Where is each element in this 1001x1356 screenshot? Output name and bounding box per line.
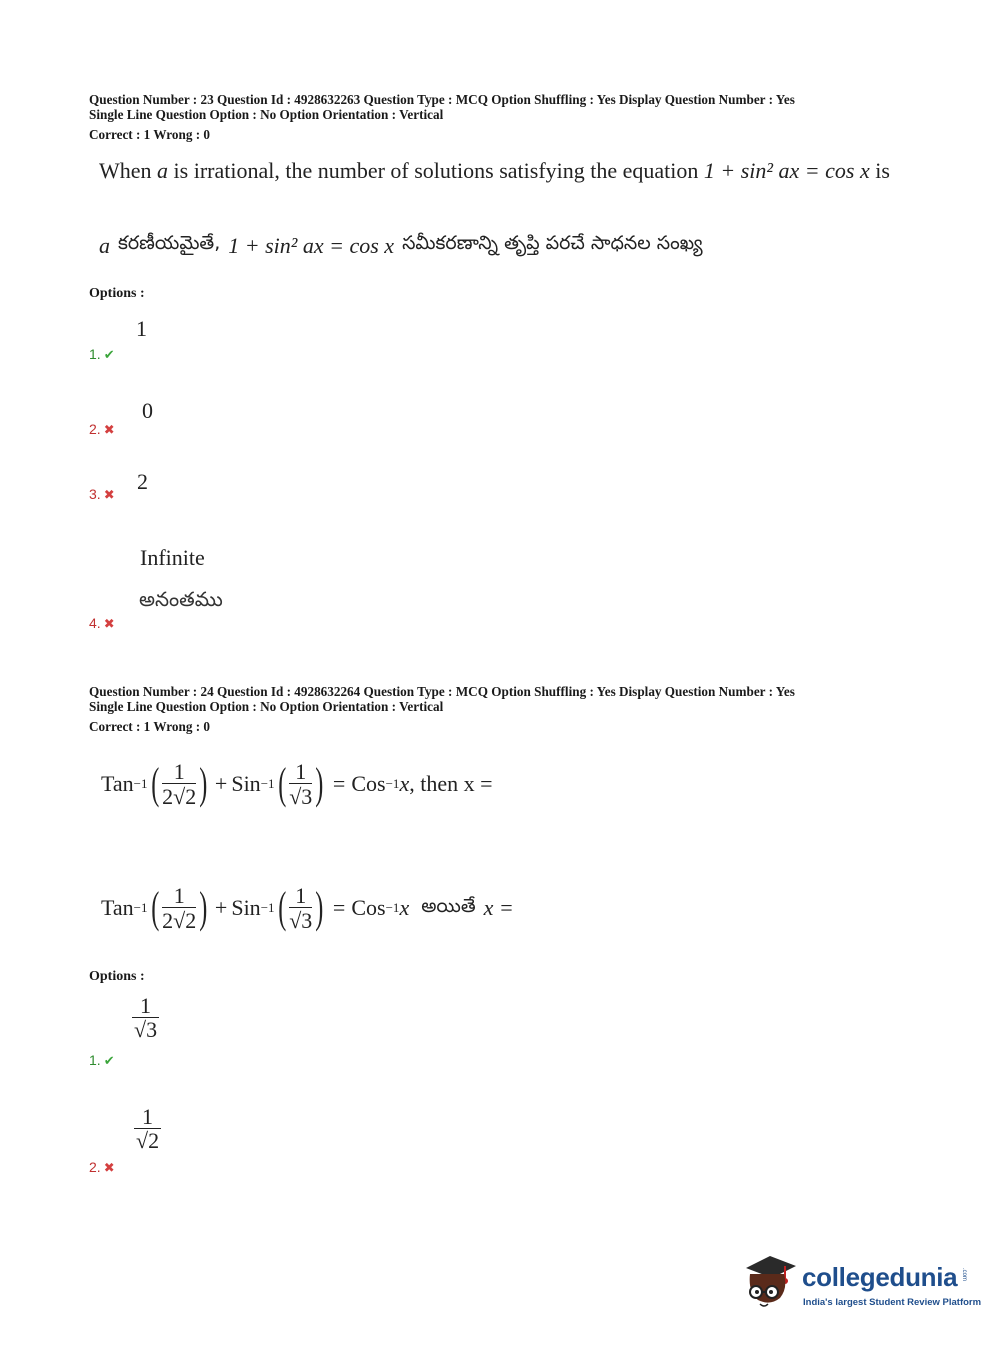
question-text-english: When a is irrational, the number of solutions satisfying the equation 1 + sin² ax = cos x is: [99, 158, 890, 183]
option-marker: 2. ✖: [89, 1159, 115, 1176]
equation: 1 + sin² ax = cos x: [228, 232, 395, 258]
option-marker: 1. ✔: [89, 346, 115, 363]
option-value[interactable]: $\frac{1}{√2}$: [136, 1104, 160, 1154]
option-marker: 4. ✖: [89, 615, 115, 632]
option-marker: 1. ✔: [89, 1052, 115, 1069]
question-equation-english: Tan −1 ( $\frac{1}{2√2}$ ) + Sin −1 ( $\frac{1}{√3}$ ) = Cos −1 x , then x =: [101, 759, 493, 810]
question-score: Correct : 1 Wrong : 0: [89, 719, 210, 734]
question-meta-line1: Question Number : 24 Question Id : 4928632264 Question Type : MCQ Option Shuffling : Yes Display Question Number : Yes: [89, 684, 795, 699]
question-meta-line1: Question Number : 23 Question Id : 4928632263 Question Type : MCQ Option Shuffling : Yes Display Question Number : Yes: [89, 92, 795, 107]
option-value[interactable]: $\frac{1}{√3}$: [134, 993, 158, 1043]
option-value[interactable]: Infinite: [140, 545, 205, 570]
option-value-telugu: అనంతము: [139, 587, 223, 611]
cross-icon: ✖: [103, 1161, 115, 1176]
logo-tagline: India's largest Student Review Platform: [803, 1297, 982, 1308]
options-label: Options :: [89, 286, 145, 301]
question-equation-telugu: Tan −1 ( $\frac{1}{2√2}$ ) + Sin −1 ( $\frac{1}{√3}$ ) = Cos −1 x అయితే x =: [101, 883, 514, 934]
option-value[interactable]: 0: [142, 398, 153, 423]
option-marker: 2. ✖: [89, 421, 115, 438]
question-meta-line2: Single Line Question Option : No Option Orientation : Vertical: [89, 699, 444, 714]
check-icon: ✔: [103, 348, 115, 363]
options-label: Options :: [89, 969, 145, 984]
equation: 1 + sin² ax = cos x: [703, 158, 870, 183]
question-text-telugu: a కరణీయమైతే, 1 + sin² ax = cos x సమీకరణాన్ని తృప్తి పరచే సాధనల సంఖ్య: [99, 232, 703, 258]
logo-title: collegedunia: [802, 1262, 958, 1292]
cross-icon: ✖: [103, 488, 115, 503]
logo-com: .com: [961, 1268, 967, 1282]
collegedunia-mascot-icon: [740, 1248, 800, 1314]
option-value[interactable]: 1: [136, 316, 147, 341]
cross-icon: ✖: [103, 423, 115, 438]
option-value[interactable]: 2: [137, 469, 148, 494]
cross-icon: ✖: [103, 617, 115, 632]
check-icon: ✔: [103, 1054, 115, 1069]
option-marker: 3. ✖: [89, 486, 115, 503]
question-meta-line2: Single Line Question Option : No Option Orientation : Vertical: [89, 107, 444, 122]
question-score: Correct : 1 Wrong : 0: [89, 127, 210, 142]
